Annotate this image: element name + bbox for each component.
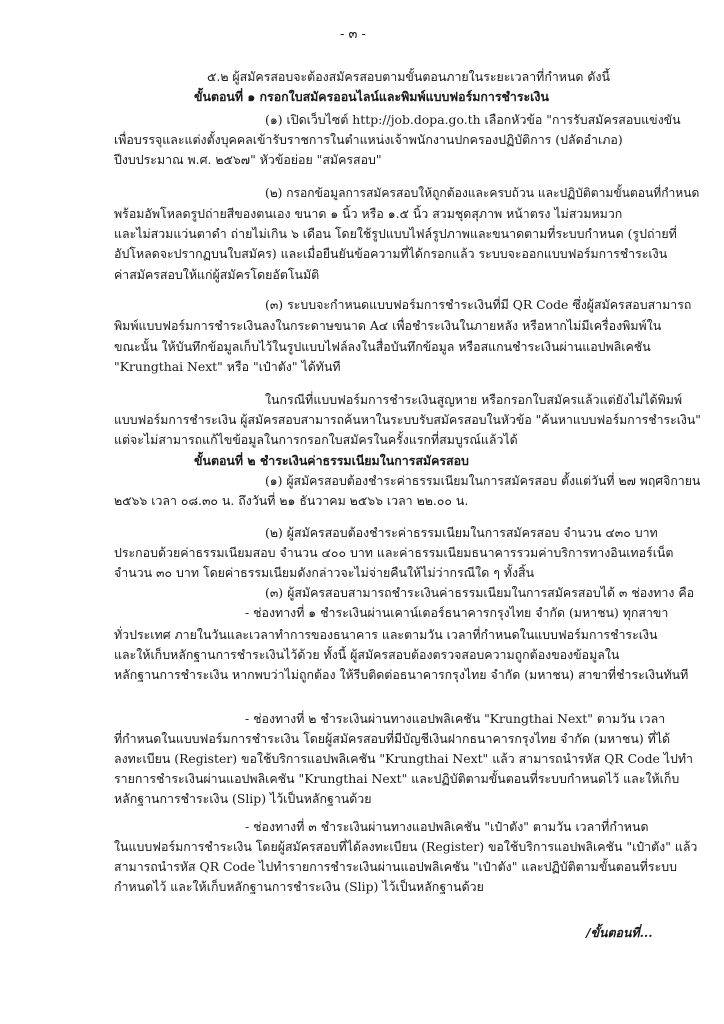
body-line: ในแบบฟอร์มการชำระเงิน โดยผู้สมัครสอบที่ได้ลงทะเบียน (Register) ขอใช้บริการแอปพลิเคชัน "เป๋าตัง" แล้ว xyxy=(114,839,698,854)
body-line: ทั่วประเทศ ภายในวันและเวลาทำการของธนาคาร และตามวัน เวลาที่กำหนดในแบบฟอร์มการชำระเงิน xyxy=(114,627,658,642)
section-heading: ๕.๒ ผู้สมัครสอบจะต้องสมัครสอบตามขั้นตอนภายในระยะเวลาที่กำหนด ดังนี้ xyxy=(207,69,610,84)
page-number: - ๓ - xyxy=(340,27,366,42)
body-line: (๑) เปิดเว็บไซต์ http://job.dopa.go.th เลือกหัวข้อ "การรับสมัครสอบแข่งขัน xyxy=(265,112,681,127)
body-line: รายการชำระเงินผ่านแอปพลิเคชัน "Krungthai Next" และปฏิบัติตามขั้นตอนที่ระบบกำหนดไว้ และให้เก็บ xyxy=(114,771,680,786)
body-line: ประกอบด้วยค่าธรรมเนียมสอบ จำนวน ๔๐๐ บาท และค่าธรรมเนียมธนาคารรวมค่าบริการทางอินเทอร์เน็ต xyxy=(114,545,674,560)
body-line: ในกรณีที่แบบฟอร์มการชำระเงินสูญหาย หรือกรอกใบสมัครแล้วแต่ยังไม่ได้พิมพ์ xyxy=(265,392,683,407)
body-line: สามารถนำรหัส QR Code ไปทำรายการชำระเงินผ่านแอปพลิเคชัน "เป๋าตัง" และปฏิบัติตามขั้นตอนที่ระบบ xyxy=(114,859,677,874)
body-line: พร้อมอัพโหลดรูปถ่ายสีของตนเอง ขนาด ๑ นิ้ว หรือ ๑.๕ นิ้ว สวมชุดสุภาพ หน้าตรง ไม่สวมหมวก xyxy=(114,206,623,221)
body-line: อัปโหลดจะปรากฏบนใบสมัคร) และเมื่อยืนยันข้อความที่ได้กรอกแล้ว ระบบจะออกแบบฟอร์มการชำระเงิน xyxy=(114,246,668,261)
body-line: (๓) ระบบจะกำหนดแบบฟอร์มการชำระเงินที่มี QR Code ซึ่งผู้สมัครสอบสามารถ xyxy=(265,297,692,312)
body-line: - ช่องทางที่ ๓ ชำระเงินผ่านทางแอปพลิเคชัน "เป๋าตัง" ตามวัน เวลาที่กำหนด xyxy=(245,819,649,834)
body-line: และให้เก็บหลักฐานการชำระเงินไว้ด้วย ทั้งนี้ ผู้สมัครสอบต้องตรวจสอบความถูกต้องของข้อมูลใน xyxy=(114,647,620,662)
body-line: หลักฐานการชำระเงิน (Slip) ไว้เป็นหลักฐานด้วย xyxy=(114,791,372,806)
body-line: แบบฟอร์มการชำระเงิน ผู้สมัครสอบสามารถค้นหาในระบบรับสมัครสอบในหัวข้อ "ค้นหาแบบฟอร์มการชำระเงิน" xyxy=(114,413,701,427)
body-line: - ช่องทางที่ ๑ ชำระเงินผ่านเคาน์เตอร์ธนาคารกรุงไทย จำกัด (มหาชน) ทุกสาขา xyxy=(245,605,669,620)
body-line: ปีงบประมาณ พ.ศ. ๒๕๖๗" หัวข้อย่อย "สมัครสอบ" xyxy=(114,152,382,167)
body-line: (๒) กรอกข้อมูลการสมัครสอบให้ถูกต้องและครบถ้วน และปฏิบัติตามขั้นตอนที่กำหนด xyxy=(265,186,700,200)
body-line: แต่จะไม่สามารถแก้ไขข้อมูลในการกรอกใบสมัครในครั้งแรกที่สมบูรณ์แล้วได้ xyxy=(114,432,518,447)
step-heading: ขั้นตอนที่ ๒ ชำระเงินค่าธรรมเนียมในการสมัครสอบ xyxy=(194,453,469,468)
continuation-note: /ขั้นตอนที่... xyxy=(586,925,653,940)
body-line: (๑) ผู้สมัครสอบต้องชำระค่าธรรมเนียมในการสมัครสอบ ตั้งแต่วันที่ ๒๗ พฤศจิกายน xyxy=(265,474,701,488)
body-line: ที่กำหนดในแบบฟอร์มการชำระเงิน โดยผู้สมัครสอบที่มีบัญชีเงินฝากธนาคารกรุงไทย จำกัด (มหาชน) ที่ได้ xyxy=(114,731,671,746)
body-line: (๒) ผู้สมัครสอบต้องชำระค่าธรรมเนียมในการสมัครสอบ จำนวน ๔๓๐ บาท xyxy=(265,525,658,540)
body-line: ขณะนั้น ให้บันทึกข้อมูลเก็บไว้ในรูปแบบไฟล์ลงในสื่อบันทึกข้อมูล หรือสแกนชำระเงินผ่านแอปพลิเคชัน xyxy=(114,339,651,354)
body-line: จำนวน ๓๐ บาท โดยค่าธรรมเนียมดังกล่าวจะไม่จ่ายคืนให้ไม่ว่ากรณีใด ๆ ทั้งสิ้น xyxy=(114,565,535,580)
body-line: กำหนดไว้ และให้เก็บหลักฐานการชำระเงิน (Slip) ไว้เป็นหลักฐานด้วย xyxy=(114,879,484,894)
step-heading: ขั้นตอนที่ ๑ กรอกใบสมัครออนไลน์และพิมพ์แบบฟอร์มการชำระเงิน xyxy=(194,89,549,104)
body-line: ลงทะเบียน (Register) ขอใช้บริการแอปพลิเคชัน "Krungthai Next" แล้ว สามารถนำรหัส QR Code ไปทำ xyxy=(114,751,694,766)
body-line: หลักฐานการชำระเงิน หากพบว่าไม่ถูกต้อง ให้รีบติดต่อธนาคารกรุงไทย จำกัด (มหาชน) สาขาที่ชำระเงินทันที xyxy=(114,667,689,682)
body-line: (๓) ผู้สมัครสอบสามารถชำระเงินค่าธรรมเนียมในการสมัครสอบได้ ๓ ช่องทาง คือ xyxy=(265,585,695,600)
body-line: - ช่องทางที่ ๒ ชำระเงินผ่านทางแอปพลิเคชัน "Krungthai Next" ตามวัน เวลา xyxy=(245,711,666,726)
body-line: พิมพ์แบบฟอร์มการชำระเงินลงในกระดาษขนาด A๔ เพื่อชำระเงินในภายหลัง หรือหากไม่มีเครื่องพิมพ์ใน xyxy=(114,318,662,333)
body-line: "Krungthai Next" หรือ "เป๋าตัง" ได้ทันที xyxy=(114,359,341,374)
body-line: และไม่สวมแว่นตาดำ ถ่ายไม่เกิน ๖ เดือน โดยใช้รูปแบบไฟล์รูปภาพและขนาดตามที่ระบบกำหนด (รูปถ่ายที่ xyxy=(114,226,677,241)
body-line: ค่าสมัครสอบให้แก่ผู้สมัครโดยอัตโนมัติ xyxy=(114,267,320,282)
body-line: เพื่อบรรจุและแต่งตั้งบุคคลเข้ารับราชการในตำแหน่งเจ้าพนักงานปกครองปฏิบัติการ (ปลัดอำเภอ) xyxy=(114,132,623,147)
body-line: ๒๕๖๖ เวลา ๐๘.๓๐ น. ถึงวันที่ ๒๑ ธันวาคม ๒๕๖๖ เวลา ๒๒.๐๐ น. xyxy=(114,493,469,508)
